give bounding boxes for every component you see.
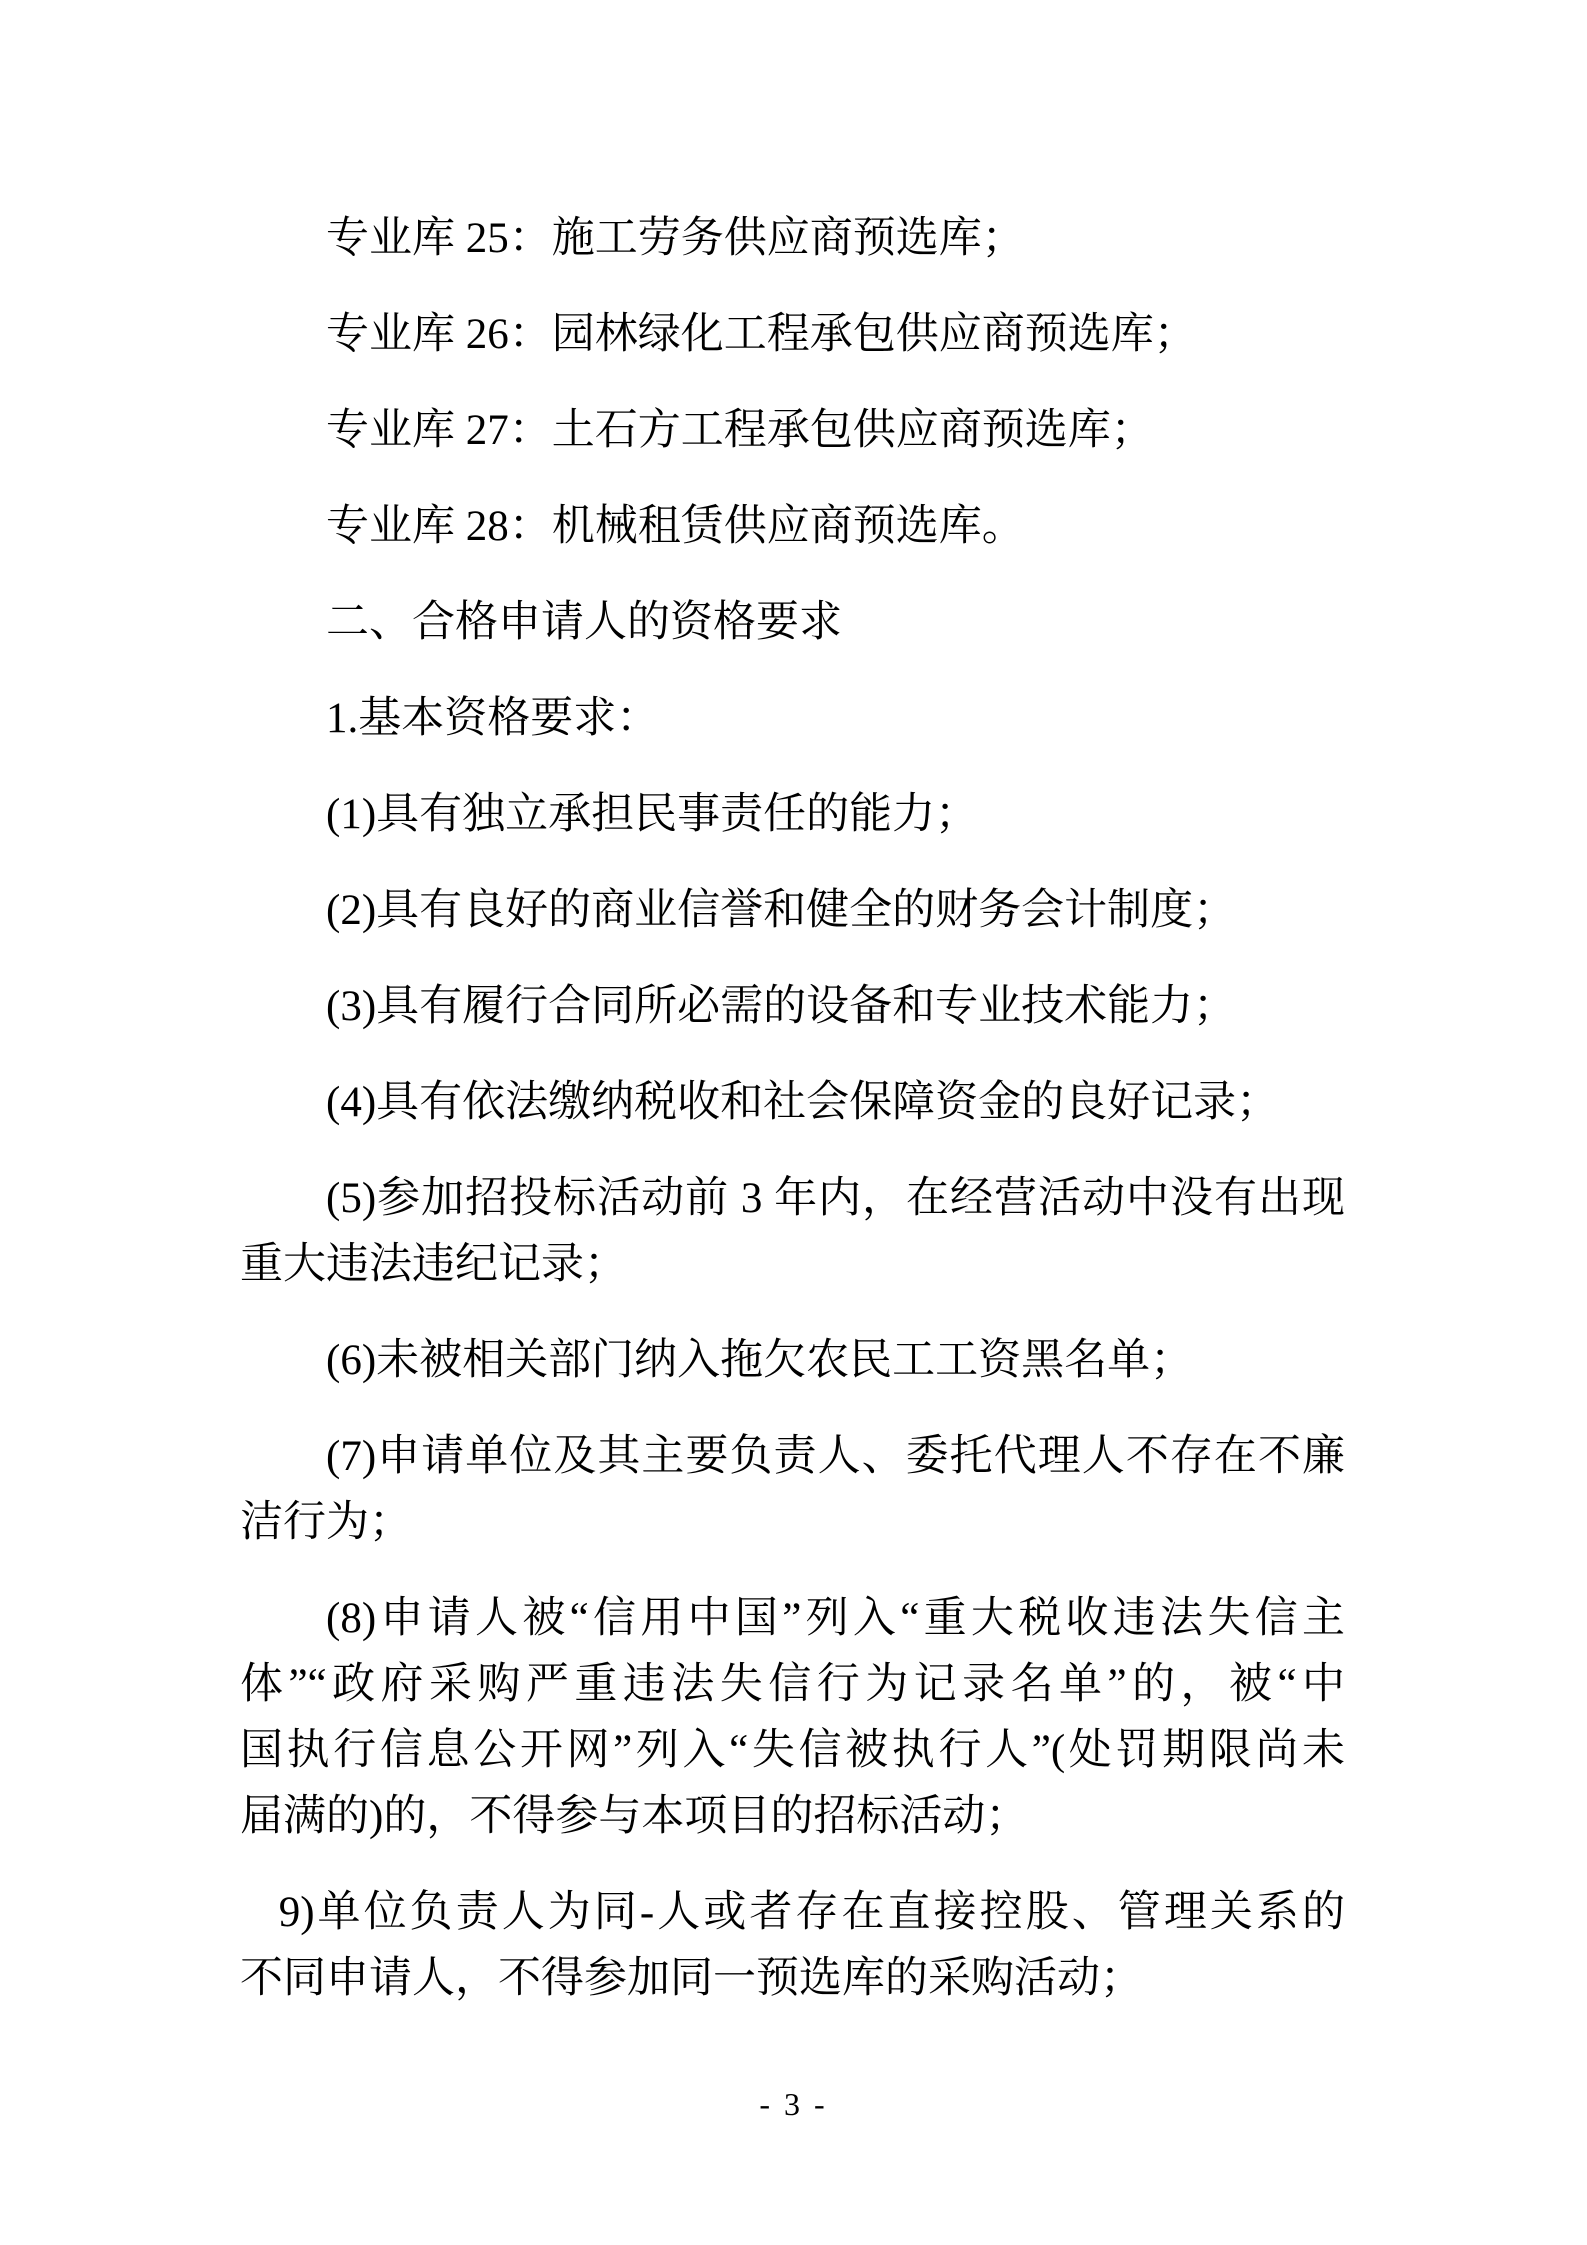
paragraph-requirement-3 [240,974,1345,1040]
paragraph-requirement-2 [240,878,1345,944]
text-line: 专业库 25：施工劳务供应商预选库； [326,215,1025,262]
paragraph-subsection-heading [240,686,1345,752]
paragraph-requirement-1 [240,782,1345,848]
paragraph-spec-db-28 [240,494,1345,560]
text-line: (6)未被相关部门纳入拖欠农民工工资黑名单； [326,1337,1194,1384]
paragraph-requirement-5 [240,1166,1345,1298]
text-line: 专业库 27：土石方工程承包供应商预选库； [326,407,1154,454]
text-line: 专业库 28：机械租赁供应商预选库。 [326,503,1025,550]
text-line: 重大违法违纪记录； [240,1241,627,1288]
text-line: 届满的)的，不得参与本项目的招标活动； [240,1793,1029,1840]
text-line: (4)具有依法缴纳税收和社会保障资金的良好记录； [326,1079,1280,1126]
paragraph-requirement-8 [240,1586,1345,1850]
text-line: 洁行为； [240,1499,412,1546]
text-line: (7)申请单位及其主要负责人、委托代理人不存在不廉 [326,1433,1345,1480]
text-line: (8)申请人被“信用中国”列入“重大税收违法失信主 [326,1595,1345,1642]
paragraph-requirement-6 [240,1328,1345,1394]
text-line: (1)具有独立承担民事责任的能力； [326,791,979,838]
text-line: (5)参加招投标活动前 3 年内，在经营活动中没有出现 [326,1175,1345,1222]
page-footer [0,2086,1587,2122]
text-line: 二、合格申请人的资格要求 [326,599,842,646]
text-line: 体”“政府采购严重违法失信行为记录名单”的，被“中 [240,1661,1345,1708]
paragraph-spec-db-26 [240,302,1345,368]
paragraph-requirement-4 [240,1070,1345,1136]
text-line: (3)具有履行合同所必需的设备和专业技术能力； [326,983,1237,1030]
paragraph-requirement-7 [240,1424,1345,1556]
text-line: 不同申请人，不得参加同一预选库的采购活动； [240,1955,1143,2002]
text-line: 国执行信息公开网”列入“失信被执行人”(处罚期限尚未 [240,1727,1345,1774]
text-line: 9)单位负责人为同-人或者存在直接控股、管理关系的 [278,1889,1345,1936]
paragraph-spec-db-25 [240,206,1345,272]
text-line: (2)具有良好的商业信誉和健全的财务会计制度； [326,887,1237,934]
paragraph-section-heading [240,590,1345,656]
text-line: 专业库 26：园林绿化工程承包供应商预选库； [326,311,1197,358]
page-number: - 3 - [759,2086,828,2122]
document-body [240,206,1345,2042]
text-line: 1.基本资格要求： [326,695,660,742]
paragraph-spec-db-27 [240,398,1345,464]
paragraph-requirement-9 [240,1880,1345,2012]
